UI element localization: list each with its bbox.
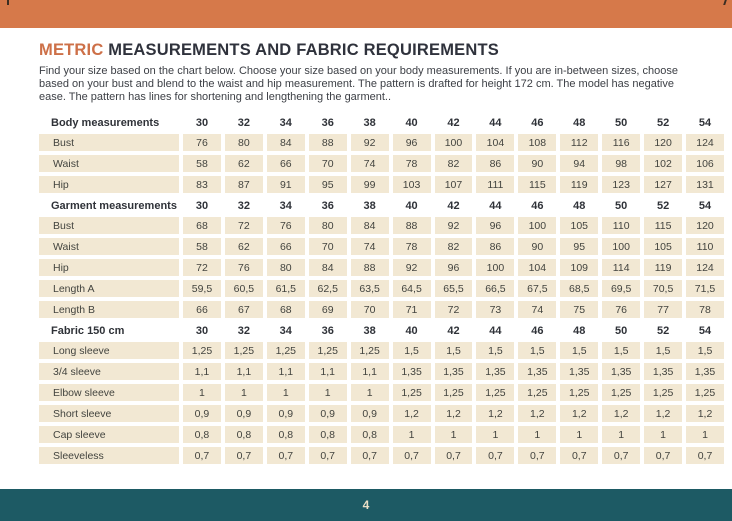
- value-cell: 90: [518, 238, 556, 255]
- size-header-cell: 42: [447, 199, 460, 212]
- footer-bar: [0, 489, 732, 521]
- value-cell: 1,5: [518, 342, 556, 359]
- value-cell: 110: [602, 217, 640, 234]
- size-header-cell: 46: [531, 199, 544, 212]
- section-header-row: [39, 197, 724, 214]
- row-label: Elbow sleeve: [39, 384, 179, 401]
- row-label: Sleeveless: [39, 447, 179, 464]
- value-cell: 62: [225, 155, 263, 172]
- value-cell: 1: [476, 426, 514, 443]
- value-cell: 1: [351, 384, 389, 401]
- value-cell: 90: [518, 155, 556, 172]
- value-cell: 0,7: [560, 447, 598, 464]
- value-cell: 1,35: [644, 363, 682, 380]
- value-cell: 63,5: [351, 280, 389, 297]
- size-header-cell: 48: [573, 199, 586, 212]
- value-cell: 78: [393, 155, 431, 172]
- value-cell: 109: [560, 259, 598, 276]
- table-row: [39, 447, 724, 464]
- size-header-cell: 32: [237, 199, 250, 212]
- value-cell: 127: [644, 176, 682, 193]
- value-cell: 105: [644, 238, 682, 255]
- value-cell: 1,5: [393, 342, 431, 359]
- value-cell: 96: [393, 134, 431, 151]
- size-header-cell: 42: [447, 324, 460, 337]
- value-cell: 1,2: [644, 405, 682, 422]
- value-cell: 92: [393, 259, 431, 276]
- value-cell: 108: [518, 134, 556, 151]
- value-cell: 82: [435, 155, 473, 172]
- value-cell: 74: [518, 301, 556, 318]
- page-corner-artifact-right: [723, 0, 727, 5]
- value-cell: 77: [644, 301, 682, 318]
- value-cell: 0,9: [351, 405, 389, 422]
- size-header-cell: 30: [195, 199, 209, 212]
- value-cell: 87: [225, 176, 263, 193]
- value-cell: 1,35: [518, 363, 556, 380]
- section-header-label: Fabric 150 cm: [51, 324, 125, 337]
- value-cell: 0,7: [183, 447, 221, 464]
- row-label: Waist: [39, 238, 179, 255]
- value-cell: 120: [686, 217, 724, 234]
- value-cell: 58: [183, 238, 221, 255]
- value-cell: 1,1: [183, 363, 221, 380]
- value-cell: 1: [435, 426, 473, 443]
- value-cell: 131: [686, 176, 724, 193]
- value-cell: 92: [351, 134, 389, 151]
- size-header-cell: 46: [531, 116, 544, 129]
- size-header-cell: 40: [405, 199, 418, 212]
- value-cell: 78: [686, 301, 724, 318]
- value-cell: 74: [351, 238, 389, 255]
- value-cell: 84: [267, 134, 305, 151]
- value-cell: 1,1: [225, 363, 263, 380]
- section-header-label: Garment measurements: [51, 199, 177, 212]
- value-cell: 1,25: [309, 342, 347, 359]
- value-cell: 1,25: [518, 384, 556, 401]
- row-label: Bust: [39, 134, 179, 151]
- size-header-cell: 46: [531, 324, 544, 337]
- size-header-cell: 54: [698, 324, 712, 337]
- value-cell: 112: [560, 134, 598, 151]
- row-label: Waist: [39, 155, 179, 172]
- value-cell: 0,7: [602, 447, 640, 464]
- table-row: [39, 259, 724, 276]
- value-cell: 100: [518, 217, 556, 234]
- value-cell: 59,5: [183, 280, 221, 297]
- value-cell: 67,5: [518, 280, 556, 297]
- row-label: Length A: [39, 280, 179, 297]
- value-cell: 76: [183, 134, 221, 151]
- value-cell: 66: [183, 301, 221, 318]
- value-cell: 60,5: [225, 280, 263, 297]
- value-cell: 99: [351, 176, 389, 193]
- value-cell: 1,35: [476, 363, 514, 380]
- value-cell: 70: [309, 155, 347, 172]
- value-cell: 1,1: [309, 363, 347, 380]
- value-cell: 1: [518, 426, 556, 443]
- value-cell: 1,5: [602, 342, 640, 359]
- value-cell: 73: [476, 301, 514, 318]
- value-cell: 86: [476, 238, 514, 255]
- value-cell: 96: [435, 259, 473, 276]
- value-cell: 1,25: [644, 384, 682, 401]
- value-cell: 69,5: [602, 280, 640, 297]
- value-cell: 95: [309, 176, 347, 193]
- value-cell: 119: [644, 259, 682, 276]
- value-cell: 1,2: [393, 405, 431, 422]
- value-cell: 0,7: [225, 447, 263, 464]
- value-cell: 95: [560, 238, 598, 255]
- size-header-cell: 50: [615, 199, 628, 212]
- value-cell: 0,7: [644, 447, 682, 464]
- value-cell: 0,8: [183, 426, 221, 443]
- size-header-cell: 52: [656, 324, 670, 337]
- value-cell: 80: [267, 259, 305, 276]
- value-cell: 66: [267, 238, 305, 255]
- value-cell: 70,5: [644, 280, 682, 297]
- value-cell: 88: [309, 134, 347, 151]
- row-label: Bust: [39, 217, 179, 234]
- value-cell: 1,25: [393, 384, 431, 401]
- page-title: [39, 41, 722, 60]
- table-row: [39, 384, 724, 401]
- value-cell: 0,7: [393, 447, 431, 464]
- value-cell: 80: [225, 134, 263, 151]
- value-cell: 1,25: [435, 384, 473, 401]
- value-cell: 100: [476, 259, 514, 276]
- size-header-cell: 36: [321, 199, 334, 212]
- value-cell: 66: [267, 155, 305, 172]
- table-row: [39, 134, 724, 151]
- value-cell: 1,25: [225, 342, 263, 359]
- value-cell: 119: [560, 176, 598, 193]
- value-cell: 1,1: [351, 363, 389, 380]
- value-cell: 0,9: [309, 405, 347, 422]
- value-cell: 1,25: [560, 384, 598, 401]
- size-header-cell: 34: [279, 116, 292, 129]
- value-cell: 76: [267, 217, 305, 234]
- value-cell: 76: [602, 301, 640, 318]
- value-cell: 96: [476, 217, 514, 234]
- value-cell: 86: [476, 155, 514, 172]
- size-header-cell: 44: [489, 199, 502, 212]
- value-cell: 120: [644, 134, 682, 151]
- title-highlight: METRIC: [39, 41, 104, 59]
- value-cell: 1,35: [560, 363, 598, 380]
- value-cell: 91: [267, 176, 305, 193]
- value-cell: 68: [267, 301, 305, 318]
- size-header-cell: 36: [321, 324, 334, 337]
- size-header-cell: 40: [405, 116, 418, 129]
- title-rest: MEASUREMENTS AND FABRIC REQUIREMENTS: [108, 41, 499, 59]
- row-label: Hip: [39, 259, 179, 276]
- table-row: [39, 301, 724, 318]
- value-cell: 107: [435, 176, 473, 193]
- value-cell: 71,5: [686, 280, 724, 297]
- value-cell: 1,5: [644, 342, 682, 359]
- page-corner-artifact-left: [7, 0, 9, 5]
- value-cell: 110: [686, 238, 724, 255]
- value-cell: 0,7: [309, 447, 347, 464]
- table-row: [39, 155, 724, 172]
- value-cell: 1: [267, 384, 305, 401]
- size-header-cell: 32: [237, 116, 250, 129]
- value-cell: 68,5: [560, 280, 598, 297]
- value-cell: 1,2: [435, 405, 473, 422]
- size-header-cell: 30: [195, 324, 209, 337]
- value-cell: 104: [476, 134, 514, 151]
- value-cell: 1,25: [267, 342, 305, 359]
- value-cell: 1,5: [560, 342, 598, 359]
- section-header-row: [39, 114, 724, 131]
- size-header-cell: 44: [489, 116, 502, 129]
- value-cell: 115: [644, 217, 682, 234]
- section-header-row: [39, 322, 724, 339]
- value-cell: 1,5: [435, 342, 473, 359]
- value-cell: 1,25: [183, 342, 221, 359]
- value-cell: 103: [393, 176, 431, 193]
- value-cell: 66,5: [476, 280, 514, 297]
- table-row: [39, 405, 724, 422]
- value-cell: 1: [309, 384, 347, 401]
- value-cell: 1: [602, 426, 640, 443]
- value-cell: 75: [560, 301, 598, 318]
- size-header-cell: 34: [279, 199, 292, 212]
- value-cell: 0,7: [267, 447, 305, 464]
- row-label: 3/4 sleeve: [39, 363, 179, 380]
- value-cell: 72: [435, 301, 473, 318]
- value-cell: 1,1: [267, 363, 305, 380]
- value-cell: 72: [225, 217, 263, 234]
- value-cell: 1,2: [560, 405, 598, 422]
- table-row: [39, 342, 724, 359]
- size-header-cell: 38: [363, 116, 376, 129]
- value-cell: 1: [183, 384, 221, 401]
- value-cell: 61,5: [267, 280, 305, 297]
- intro-paragraph: Find your size based on the chart below. Choose your size based on your body measurements. If you are in-between sizes, choose based on your bust and blend to the waist and hip measurement. The pattern is drafted for height 172 cm. The model has negative ease. The pattern has lines for shortening and lengthening the garment..: [39, 65, 678, 103]
- value-cell: 0,8: [267, 426, 305, 443]
- value-cell: 123: [602, 176, 640, 193]
- value-cell: 0,7: [435, 447, 473, 464]
- value-cell: 69: [309, 301, 347, 318]
- value-cell: 82: [435, 238, 473, 255]
- value-cell: 1,25: [476, 384, 514, 401]
- value-cell: 105: [560, 217, 598, 234]
- size-header-cell: 48: [573, 116, 586, 129]
- value-cell: 124: [686, 259, 724, 276]
- size-header-cell: 54: [698, 116, 712, 129]
- value-cell: 0,9: [267, 405, 305, 422]
- value-cell: 64,5: [393, 280, 431, 297]
- value-cell: 1,25: [602, 384, 640, 401]
- value-cell: 65,5: [435, 280, 473, 297]
- value-cell: 1,35: [435, 363, 473, 380]
- size-header-cell: 42: [447, 116, 460, 129]
- value-cell: 98: [602, 155, 640, 172]
- value-cell: 80: [309, 217, 347, 234]
- value-cell: 114: [602, 259, 640, 276]
- size-header-cell: 50: [615, 116, 628, 129]
- value-cell: 68: [183, 217, 221, 234]
- row-label: Hip: [39, 176, 179, 193]
- value-cell: 1,35: [393, 363, 431, 380]
- value-cell: 116: [602, 134, 640, 151]
- size-header-cell: 50: [615, 324, 628, 337]
- value-cell: 1: [225, 384, 263, 401]
- value-cell: 104: [518, 259, 556, 276]
- value-cell: 100: [602, 238, 640, 255]
- top-banner: [0, 0, 732, 28]
- size-header-cell: 52: [656, 116, 670, 129]
- value-cell: 1,2: [476, 405, 514, 422]
- value-cell: 70: [309, 238, 347, 255]
- size-header-cell: 38: [363, 324, 376, 337]
- value-cell: 74: [351, 155, 389, 172]
- size-header-cell: 34: [279, 324, 292, 337]
- value-cell: 0,8: [225, 426, 263, 443]
- value-cell: 1,2: [518, 405, 556, 422]
- size-header-cell: 38: [363, 199, 376, 212]
- value-cell: 62: [225, 238, 263, 255]
- value-cell: 0,9: [225, 405, 263, 422]
- value-cell: 1,5: [686, 342, 724, 359]
- value-cell: 0,7: [518, 447, 556, 464]
- size-header-cell: 36: [321, 116, 334, 129]
- table-row: [39, 426, 724, 443]
- value-cell: 1: [560, 426, 598, 443]
- size-header-cell: 48: [573, 324, 586, 337]
- value-cell: 100: [435, 134, 473, 151]
- value-cell: 78: [393, 238, 431, 255]
- value-cell: 0,7: [686, 447, 724, 464]
- value-cell: 0,7: [476, 447, 514, 464]
- value-cell: 71: [393, 301, 431, 318]
- value-cell: 67: [225, 301, 263, 318]
- value-cell: 83: [183, 176, 221, 193]
- table-row: [39, 176, 724, 193]
- value-cell: 70: [351, 301, 389, 318]
- value-cell: 124: [686, 134, 724, 151]
- size-header-cell: 30: [195, 116, 209, 129]
- value-cell: 76: [225, 259, 263, 276]
- value-cell: 62,5: [309, 280, 347, 297]
- value-cell: 1,25: [351, 342, 389, 359]
- value-cell: 1: [686, 426, 724, 443]
- value-cell: 1,5: [476, 342, 514, 359]
- value-cell: 0,7: [351, 447, 389, 464]
- value-cell: 58: [183, 155, 221, 172]
- section-header-label: Body measurements: [51, 116, 160, 129]
- size-table: [39, 114, 724, 464]
- value-cell: 1,35: [686, 363, 724, 380]
- value-cell: 115: [518, 176, 556, 193]
- value-cell: 1,2: [602, 405, 640, 422]
- value-cell: 84: [351, 217, 389, 234]
- row-label: Long sleeve: [39, 342, 179, 359]
- row-label: Cap sleeve: [39, 426, 179, 443]
- value-cell: 1: [393, 426, 431, 443]
- page-content: [0, 28, 732, 468]
- value-cell: 88: [351, 259, 389, 276]
- table-row: [39, 238, 724, 255]
- size-header-cell: 52: [656, 199, 670, 212]
- row-label: Length B: [39, 301, 179, 318]
- value-cell: 1,2: [686, 405, 724, 422]
- value-cell: 0,8: [351, 426, 389, 443]
- value-cell: 88: [393, 217, 431, 234]
- value-cell: 72: [183, 259, 221, 276]
- size-header-cell: 44: [489, 324, 502, 337]
- size-header-cell: 32: [237, 324, 250, 337]
- row-label: Short sleeve: [39, 405, 179, 422]
- value-cell: 1,25: [686, 384, 724, 401]
- value-cell: 111: [476, 176, 514, 193]
- value-cell: 106: [686, 155, 724, 172]
- value-cell: 94: [560, 155, 598, 172]
- value-cell: 84: [309, 259, 347, 276]
- table-row: [39, 363, 724, 380]
- page-number: 4: [362, 498, 370, 512]
- value-cell: 102: [644, 155, 682, 172]
- value-cell: 0,9: [183, 405, 221, 422]
- value-cell: 92: [435, 217, 473, 234]
- value-cell: 1: [644, 426, 682, 443]
- value-cell: 0,8: [309, 426, 347, 443]
- value-cell: 1,35: [602, 363, 640, 380]
- table-row: [39, 280, 724, 297]
- size-header-cell: 54: [698, 199, 712, 212]
- size-header-cell: 40: [405, 324, 418, 337]
- table-row: [39, 217, 724, 234]
